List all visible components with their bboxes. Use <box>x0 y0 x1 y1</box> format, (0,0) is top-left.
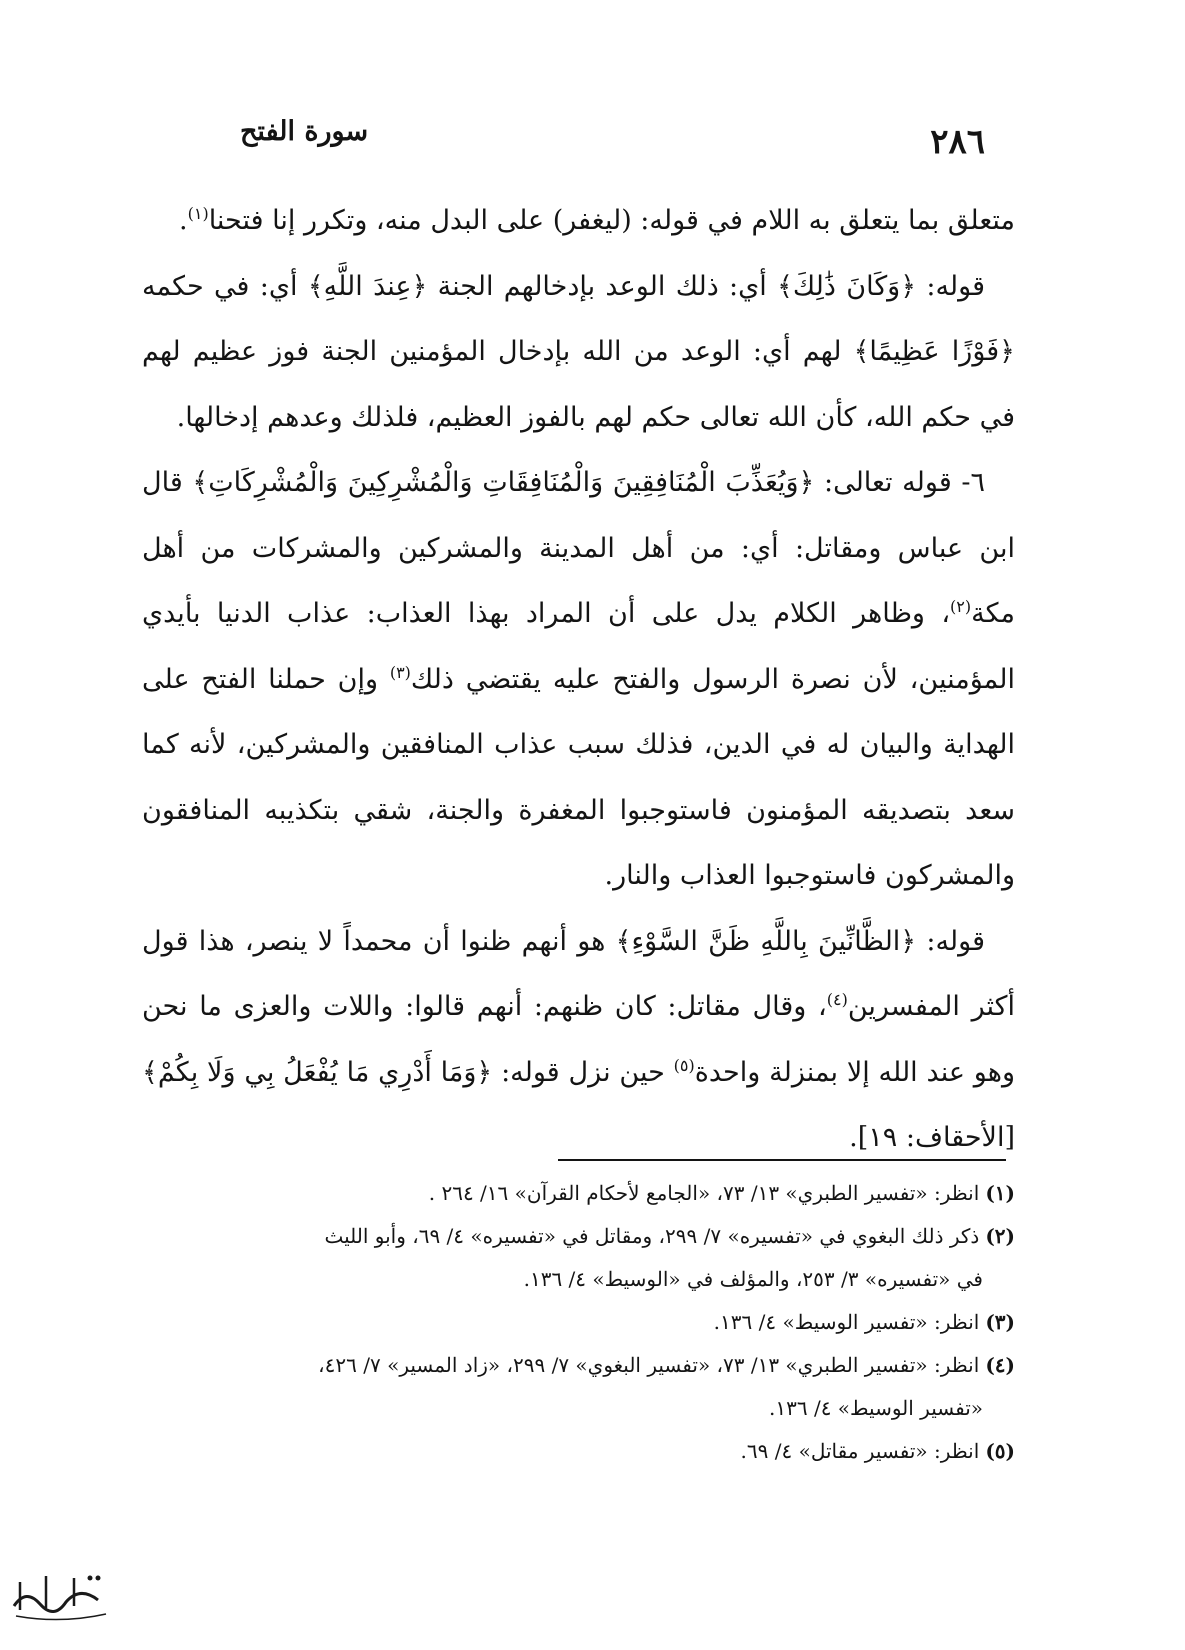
footnote-ref: (٥) <box>673 1055 695 1075</box>
footnote-separator <box>558 1159 1006 1161</box>
paragraph-text: ، وقال مقاتل: كان ظنهم: أنهم قالوا: واللات والعزى ما نحن وهو عند الله إلا بمنزلة واحدة <box>142 991 1016 1088</box>
footnotes <box>142 1172 1015 1473</box>
paragraph-2 <box>142 254 1015 451</box>
footnote-text: انظر: «تفسير الطبري» ١٣/ ٧٣، «تفسير البغوي» ٧/ ٢٩٩، «زاد المسير» ٧/ ٤٢٦، <box>318 1353 980 1377</box>
paragraph-3 <box>142 450 1015 909</box>
footnote-3 <box>142 1301 1015 1344</box>
footnote-1 <box>142 1172 1015 1215</box>
publisher-logo <box>6 1558 116 1628</box>
paragraph-text: لهم أي: الوعد من الله بإدخال المؤمنين الجنة فوز عظيم لهم في حكم الله، كأن الله تعالى حكم لهم بالفوز العظيم، فلذلك وعدهم إدخالها. <box>142 336 1015 433</box>
footnote-ref: (١) <box>187 204 209 223</box>
paragraph-text: [الأحقاف: ١٩]. <box>849 1122 1015 1153</box>
footnote-text: في «تفسيره» ٣/ ٢٥٣، والمؤلف في «الوسيط» ٤/ ١٣٦. <box>523 1267 983 1291</box>
quran-quote: ﴿فَوْزًا عَظِيمًا﴾ <box>853 336 1015 367</box>
footnote-text: ذكر ذلك البغوي في «تفسيره» ٧/ ٢٩٩، ومقاتل في «تفسيره» ٤/ ٦٩، وأبو الليث <box>324 1224 980 1248</box>
footnote-number: (١) <box>985 1181 1015 1205</box>
quran-quote: ﴿عِندَ اللَّهِ﴾ <box>307 270 428 302</box>
paragraph-text: وإن حملنا الفتح على الهداية والبيان له في الدين، فذلك سبب عذاب المنافقين والمشركين، لأنه كما سعد بتصديقه المؤمنون فاستوجبوا المغفرة والجنة، شقي بتكذيبه المنافقون والمشركون فاستوجبوا العذاب والنار. <box>142 663 1015 891</box>
footnote-text: انظر: «تفسير الطبري» ١٣/ ٧٣، «الجامع لأحكام القرآن» ١٦/ ٢٦٤ . <box>428 1181 980 1205</box>
footnote-2 <box>142 1215 1015 1258</box>
footnote-2-continued <box>142 1258 1015 1301</box>
footnote-ref: (٤) <box>826 990 848 1009</box>
page-header <box>240 108 985 168</box>
quran-quote: ﴿وَمَا أَدْرِي مَا يُفْعَلُ بِي وَلَا بِكُمْ﴾ <box>142 1056 493 1088</box>
paragraph-text: متعلق بما يتعلق به اللام في قوله: (ليغفر) على البدل منه، وتكرر إنا فتحنا <box>208 205 1015 236</box>
footnote-number: (٥) <box>985 1439 1015 1463</box>
paragraph-text: . <box>179 205 188 236</box>
footnote-text: انظر: «تفسير مقاتل» ٤/ ٦٩. <box>740 1439 980 1463</box>
footnote-text: انظر: «تفسير الوسيط» ٤/ ١٣٦. <box>713 1310 980 1334</box>
paragraph-text: ٦- قوله تعالى: <box>814 467 985 498</box>
paragraph-1 <box>142 188 1015 254</box>
running-title: سورة الفتح <box>240 116 369 147</box>
quran-quote: ﴿الظَّانِّينَ بِاللَّهِ ظَنَّ السَّوْءِ﴾ <box>615 925 917 957</box>
footnote-4 <box>142 1344 1015 1387</box>
paragraph-text: أي: ذلك الوعد بإدخالهم الجنة <box>427 270 778 302</box>
footnote-4-continued <box>142 1387 1015 1430</box>
footnote-ref: (٢) <box>950 597 972 616</box>
paragraph-text: ، وظاهر الكلام يدل على أن المراد بهذا العذاب: عذاب الدنيا بأيدي المؤمنين، لأن نصرة الرسول والفتح عليه يقتضي ذلك <box>142 598 1015 695</box>
paragraph-text: أي: في حكمه <box>142 270 308 302</box>
footnote-ref: (٣) <box>389 662 411 682</box>
paragraph-text: قوله: <box>916 925 985 957</box>
main-text <box>142 188 1015 1171</box>
paragraph-text: قال ابن عباس ومقاتل: أي: من أهل المدينة والمشركين والمشركات من أهل مكة <box>142 467 1015 629</box>
footnote-number: (٢) <box>985 1224 1015 1248</box>
footnote-number: (٤) <box>985 1353 1015 1377</box>
paragraph-text: قوله: <box>916 270 986 302</box>
page-number: ٢٨٦ <box>930 122 985 162</box>
footnote-number: (٣) <box>985 1310 1015 1334</box>
quran-quote: ﴿وَكَانَ ذَٰلِكَ﴾ <box>777 270 917 302</box>
quran-quote: ﴿وَيُعَذِّبَ الْمُنَافِقِينَ وَالْمُنَافِقَاتِ وَالْمُشْرِكِينَ وَالْمُشْرِكَاتِ﴾ <box>192 467 815 498</box>
paragraph-text: هو أنهم ظنوا أن محمداً لا ينصر، هذا قول أكثر المفسرين <box>142 925 1016 1022</box>
footnote-text: «تفسير الوسيط» ٤/ ١٣٦. <box>769 1396 983 1420</box>
footnote-5 <box>142 1430 1015 1473</box>
paragraph-4 <box>142 909 1015 1171</box>
paragraph-text: حين نزل قوله: <box>492 1056 674 1088</box>
